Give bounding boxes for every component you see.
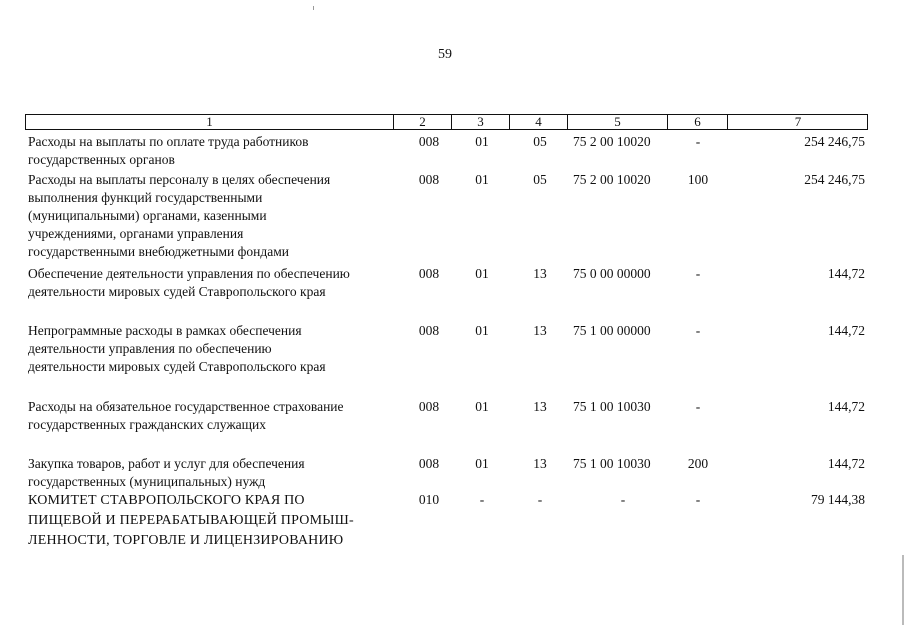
expense-type-code: - [695, 492, 701, 507]
row-name-cell [28, 265, 398, 301]
target-article-code: 75 2 00 10020 [573, 134, 651, 149]
row-name-cell [28, 133, 398, 169]
row-name-line: государственных (муниципальных) нужд [28, 474, 266, 489]
amount: 144,72 [827, 399, 865, 414]
row-name-line: ПИЩЕВОЙ И ПЕРЕРАБАТЫВАЮЩЕЙ ПРОМЫШ- [28, 513, 354, 528]
header-col-7: 7 [727, 115, 868, 129]
expense-type-code: - [695, 399, 701, 414]
row-name-line: (муниципальными) органами, казенными [28, 208, 267, 223]
page-number: 59 [438, 47, 452, 62]
header-col-4: 4 [509, 115, 567, 129]
section-code: - [479, 492, 485, 507]
target-article-code: 75 1 00 10030 [573, 399, 651, 414]
ministry-code: 008 [418, 399, 440, 414]
expense-type-code: - [695, 134, 701, 149]
row-name-line: Расходы на выплаты по оплате труда работников [28, 134, 309, 149]
subsection-code: 13 [533, 266, 547, 281]
header-col-6: 6 [667, 115, 727, 129]
section-code: 01 [475, 399, 489, 414]
subsection-code: 05 [533, 134, 547, 149]
amount: 254 246,75 [804, 172, 865, 187]
amount: 79 144,38 [811, 492, 865, 507]
row-name-line: выполнения функций государственными [28, 190, 263, 205]
section-code: 01 [475, 172, 489, 187]
row-name-line: деятельности мировых судей Ставропольского края [28, 284, 326, 299]
row-name-line: государственными внебюджетными фондами [28, 244, 290, 259]
amount: 144,72 [827, 456, 865, 471]
subsection-code: - [537, 492, 543, 507]
subsection-code: 13 [533, 323, 547, 338]
row-name-cell [28, 455, 398, 491]
row-name-cell [28, 491, 398, 551]
target-article-code: 75 0 00 00000 [573, 266, 651, 281]
table-header-row [25, 114, 868, 130]
ministry-code: 008 [418, 323, 440, 338]
subsection-code: 13 [533, 456, 547, 471]
row-name-line: Обеспечение деятельности управления по обеспечению [28, 266, 350, 281]
row-name-line: Расходы на обязательное государственное страхование [28, 399, 344, 414]
section-code: 01 [475, 323, 489, 338]
row-name-line: Расходы на выплаты персоналу в целях обеспечения [28, 172, 331, 187]
expense-type-code: 200 [687, 456, 709, 471]
expense-type-code: 100 [687, 172, 709, 187]
row-name-line: государственных гражданских служащих [28, 417, 267, 432]
amount: 144,72 [827, 323, 865, 338]
amount: 144,72 [827, 266, 865, 281]
row-name-line: Непрограммные расходы в рамках обеспечения [28, 323, 302, 338]
target-article-code: 75 1 00 10030 [573, 456, 651, 471]
ministry-code: 008 [418, 134, 440, 149]
ministry-code: 008 [418, 266, 440, 281]
section-code: 01 [475, 266, 489, 281]
row-name-line: КОМИТЕТ СТАВРОПОЛЬСКОГО КРАЯ ПО [28, 493, 305, 508]
row-name-line: государственных органов [28, 152, 175, 167]
subsection-code: 05 [533, 172, 547, 187]
section-code: 01 [475, 456, 489, 471]
target-article-code: 75 2 00 10020 [573, 172, 651, 187]
section-code: 01 [475, 134, 489, 149]
scan-artifact-mark [313, 6, 314, 10]
header-col-5: 5 [567, 115, 667, 129]
expense-type-code: - [695, 266, 701, 281]
row-name-line: деятельности мировых судей Ставропольского края [28, 359, 326, 374]
scan-edge-shadow [902, 555, 904, 625]
subsection-code: 13 [533, 399, 547, 414]
row-name-cell [28, 398, 398, 434]
row-name-line: деятельности управления по обеспечению [28, 341, 272, 356]
header-col-3: 3 [451, 115, 509, 129]
amount: 254 246,75 [804, 134, 865, 149]
ministry-code: 010 [418, 492, 440, 507]
expense-type-code: - [695, 323, 701, 338]
row-name-line: Закупка товаров, работ и услуг для обеспечения [28, 456, 305, 471]
header-col-2: 2 [393, 115, 451, 129]
row-name-cell [28, 171, 398, 261]
target-article-code: 75 1 00 00000 [573, 323, 651, 338]
row-name-line: ЛЕННОСТИ, ТОРГОВЛЕ И ЛИЦЕНЗИРОВАНИЮ [28, 533, 344, 548]
header-col-1: 1 [206, 114, 213, 129]
ministry-code: 008 [418, 456, 440, 471]
row-name-cell [28, 322, 398, 376]
ministry-code: 008 [418, 172, 440, 187]
target-article-code: - [620, 492, 626, 507]
row-name-line: учреждениями, органами управления [28, 226, 244, 241]
